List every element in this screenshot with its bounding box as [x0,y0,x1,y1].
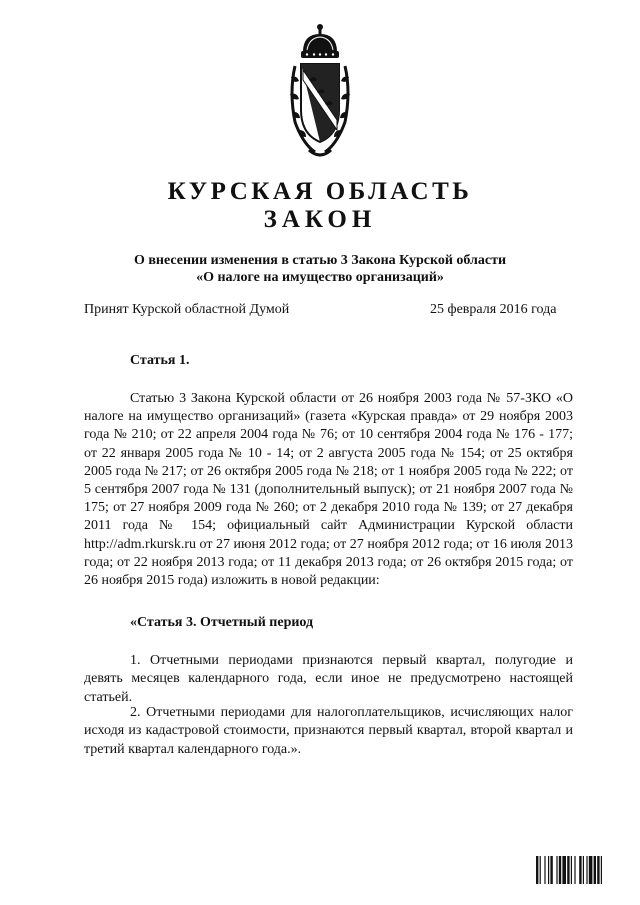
barcode-stripe [540,856,541,884]
article-1-text: Статью 3 Закона Курской области от 26 ноября 2003 года № 57-ЗКО «О налоге на имущество организаций» (газета «Курская правда» от 29 ноября 2003 года № 210; от 22 апреля 2004 года № 76; от 10 сентября 2004 года № 176 - 177; от 22 января 2005 года № 10 - 14; от 2 августа 2005 года № 154; от 25 октября 2005 года № 217; от 26 октября 2005 года № 218; от 1 ноября 2005 года № 222; от 5 сентября 2007 года № 131 (дополнительный выпуск); от 21 ноября 2007 года № 175; от 27 ноября 2009 года № 260; от 2 декабря 2010 года № 139; от 27 декабря 2011 года № 154; официальный сайт Администрации Курской области http://adm.rkursk.ru от 27 июня 2012 года; от 27 ноября 2012 года; от 16 июля 2013 года; от 22 ноября 2013 года; от 11 декабря 2013 года; от 26 октября 2015 года; от 26 ноября 2015 года) изложить в новой редакции: [84,391,573,589]
article-3-paragraph-1: 1. Отчетными периодами признаются первый квартал, полугодие и девять месяцев календарного года, если иное не предусмотрено настоящей статьей. [84,653,573,705]
article-3-paragraph-2: 2. Отчетными периодами для налогоплательщиков, исчисляющих налог исходя из кадастровой стоимости, признаются первый квартал, второй квартал и третий квартал календарного года.». [84,705,573,757]
adopted-date-text: 25 февраля 2016 года [430,302,557,317]
article-1-body [84,390,573,590]
barcode-stripe [559,856,561,884]
barcode-stripe [583,856,584,884]
barcode-stripe [544,856,545,884]
barcode-stripe [574,856,575,884]
barcode-stripe [589,856,593,884]
coat-of-arms-icon [285,22,355,162]
barcode-stripe [579,856,581,884]
barcode-stripe [550,856,552,884]
barcode-stripe [586,856,587,884]
adopted-by-text: Принят Курской областной Думой [84,302,290,317]
barcode-icon [536,856,626,884]
barcode-stripe [571,856,572,884]
barcode-stripe [594,856,596,884]
document-type-title: ЗАКОН [263,206,377,233]
article-3-heading: «Статья 3. Отчетный период [130,615,314,630]
barcode-stripe [562,856,566,884]
barcode-stripe [601,856,602,884]
article-1-heading: Статья 1. [130,353,190,368]
barcode-stripe [556,856,557,884]
region-title: КУРСКАЯ ОБЛАСТЬ [167,178,473,205]
barcode-stripe [597,856,599,884]
subtitle-line-1: О внесении изменения в статью 3 Закона Курской области [133,253,507,268]
subtitle-line-2: «О налоге на имущество организаций» [196,270,444,285]
barcode-stripe [536,856,538,884]
law-subtitle [0,252,640,286]
barcode-stripe [548,856,549,884]
barcode-stripe [567,856,569,884]
